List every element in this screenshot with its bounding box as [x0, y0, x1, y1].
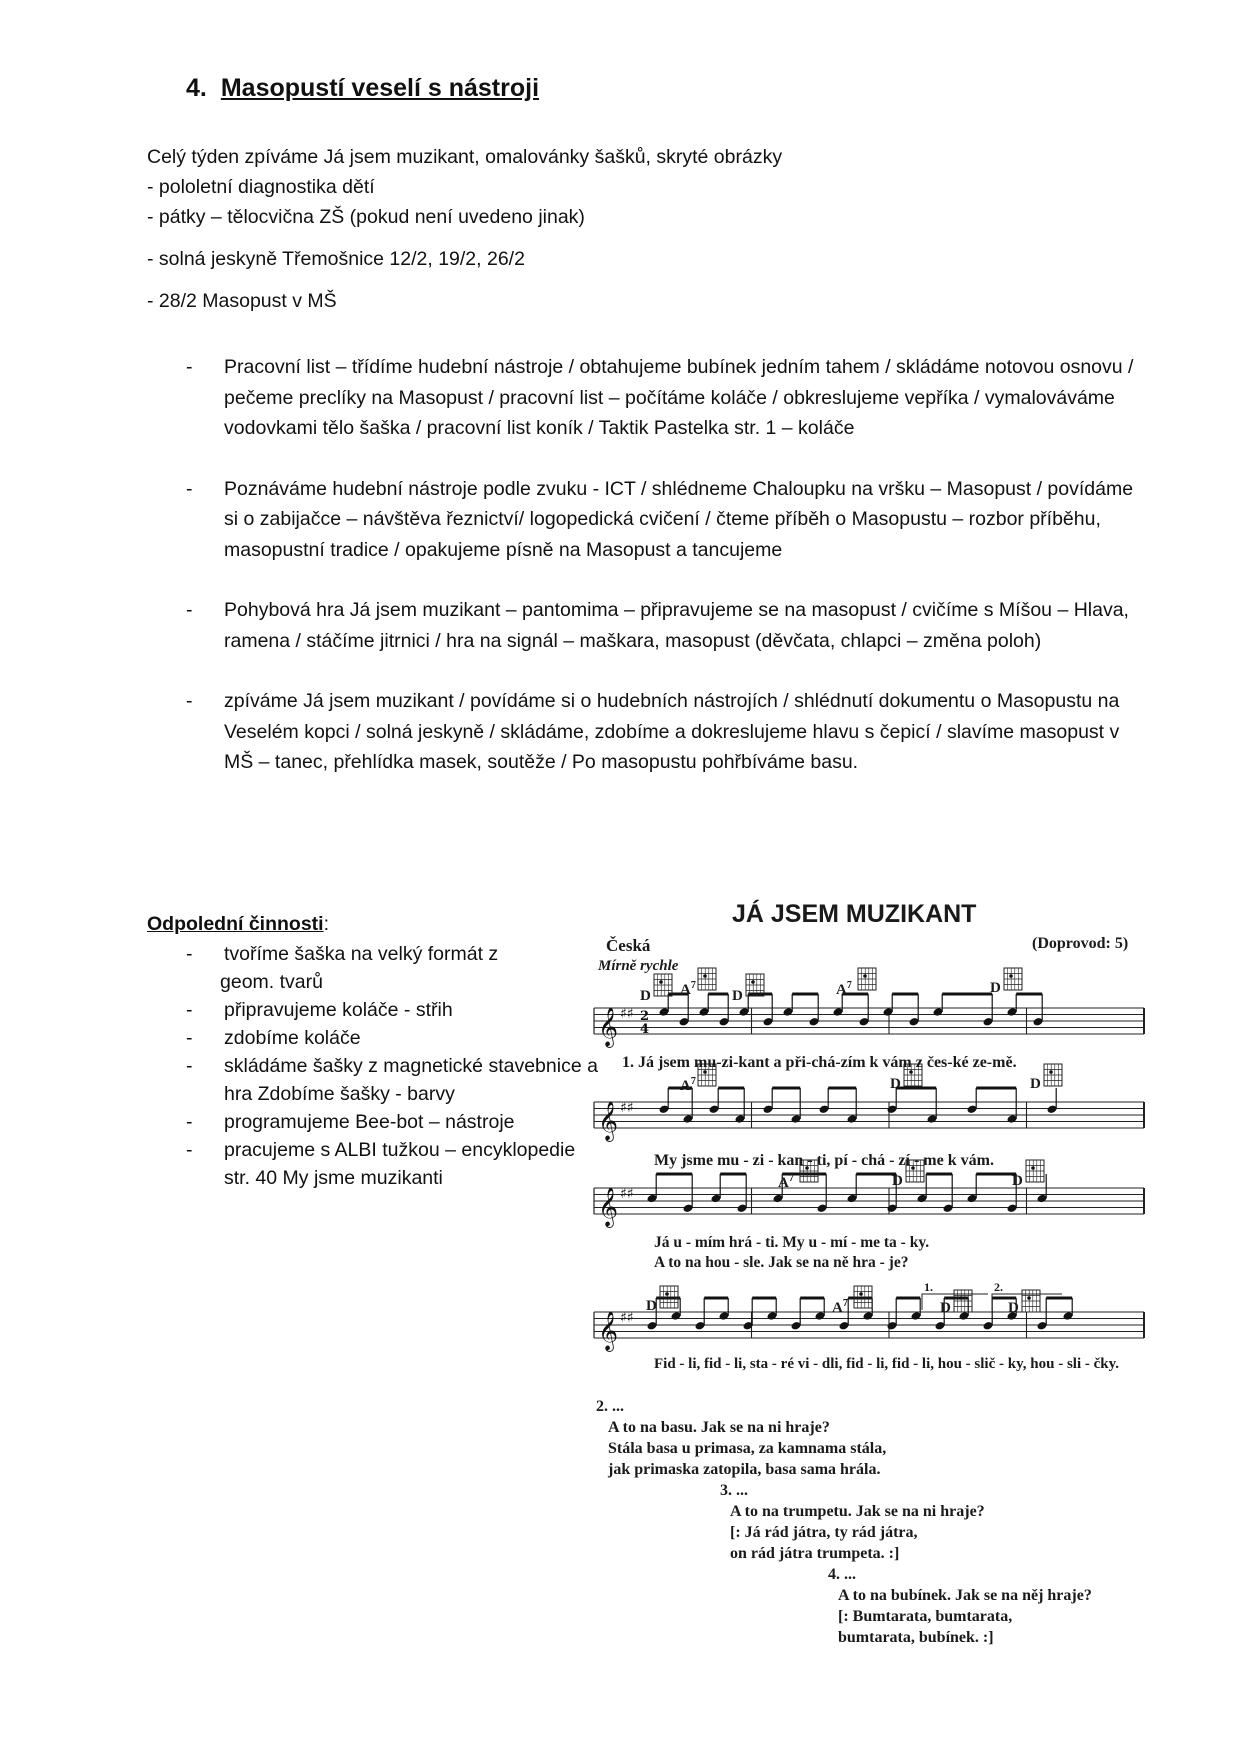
bullet-dash: - — [186, 599, 193, 621]
item-text: zdobíme koláče — [224, 1027, 361, 1049]
chord-diagram-dot — [659, 980, 663, 984]
chord-diagram-dot — [1027, 1296, 1031, 1300]
item-text: hra Zdobíme šašky - barvy — [224, 1083, 455, 1105]
item-text: programujeme Bee-bot – nástroje — [224, 1111, 515, 1133]
item-continuation — [186, 968, 616, 996]
chord-label: D — [640, 988, 651, 1004]
lyrics-line: Fid - li, fid - li, sta - ré vi - dli, fid - li, fid - li, hou - slič - ky, hou - sli - čky. — [654, 1356, 1120, 1372]
verse-line: jak primaska zatopila, basa sama hrála. — [608, 1461, 881, 1478]
treble-clef-icon: 𝄞 — [598, 1187, 619, 1227]
list-item — [186, 1052, 616, 1080]
chord-diagram-dot — [1031, 1166, 1035, 1170]
sharp-icon: ♯♯ — [620, 1186, 634, 1202]
volta-bracket — [922, 1294, 988, 1310]
accompaniment-note: (Doprovod: 5) — [1032, 935, 1129, 952]
chord-label: $A^7$ — [680, 1076, 696, 1094]
lyrics-line: 1. Já jsem mu-zi-kant a při-chá-zím k vám z čes-ké ze-mě. — [622, 1054, 1017, 1071]
song-origin: Česká — [606, 936, 651, 955]
verse-number: 2. ... — [596, 1398, 624, 1415]
sharp-icon: ♯♯ — [620, 1310, 634, 1326]
chord-label: $A^7$ — [832, 1298, 848, 1316]
verse-number: 3. ... — [720, 1482, 748, 1499]
bullet-text: zpíváme Já jsem muzikant / povídáme si o hudebních nástrojích / shlédnutí dokumentu o Masopustu na Veselém kopci / solná jeskyně / skládáme, zdobíme a dokreslujeme hlavu s čepicí / slavíme masopust v MŠ – tanec, přehlídka masek, soutěže / Po masopustu pohřbíváme basu. — [224, 690, 1120, 773]
chord-diagram-dot — [703, 974, 707, 978]
volta-bracket — [992, 1294, 1062, 1310]
chord-label: D — [732, 988, 743, 1004]
song-title: JÁ JSEM MUZIKANT — [732, 900, 977, 928]
sheet-music — [592, 880, 1152, 1730]
verse-line: A to na trumpetu. Jak se na ni hraje? — [730, 1503, 985, 1520]
intro-line: - pololetní diagnostika dětí — [147, 176, 375, 198]
verse-3 — [720, 1480, 985, 1564]
time-signature: 4 — [640, 1022, 650, 1037]
list-item — [186, 1108, 616, 1136]
chord-label: D — [892, 1173, 903, 1189]
lyrics-line: A to na hou - sle. Jak se na ně hra - je? — [654, 1254, 909, 1271]
intro-line: - solná jeskyně Třemošnice 12/2, 19/2, 26/2 — [147, 248, 525, 270]
list-item — [186, 352, 1146, 444]
item-continuation — [186, 1080, 616, 1108]
item-continuation — [186, 1164, 616, 1192]
chord-label: $A^7$ — [836, 980, 852, 998]
chord-label: $A^7$ — [680, 980, 696, 998]
tempo-marking: Mírně rychle — [598, 958, 679, 974]
chord-label: D — [940, 1300, 951, 1316]
chord-label: D — [1008, 1300, 1019, 1316]
chord-diagram-dot — [1049, 1070, 1053, 1074]
list-item — [186, 595, 1146, 656]
lyrics-line: Já u - mím hrá - ti. My u - mí - me ta - ky. — [654, 1234, 930, 1251]
section-heading — [186, 74, 539, 103]
sharp-icon: ♯♯ — [620, 1100, 634, 1116]
time-signature: 2 — [640, 1009, 650, 1024]
chord-label: D — [890, 1076, 901, 1092]
bullet-dash: - — [186, 356, 193, 378]
chord-label: D — [1012, 1173, 1023, 1189]
item-text: tvoříme šaška na velký formát z — [224, 943, 499, 965]
bullet-dash: - — [186, 1055, 193, 1077]
item-text: pracujeme s ALBI tužkou – encyklopedie — [224, 1139, 576, 1161]
verse-4 — [828, 1564, 1092, 1648]
intro-block — [147, 142, 782, 316]
bullet-text: Pracovní list – třídíme hudební nástroje / obtahujeme bubínek jedním tahem / skládáme notovou osnovu / pečeme preclíky na Masopust / pracovní list – počítáme koláče / obkreslujeme vepříka / vymalováváme vodovkami tělo šaška / pracovní list koník / Taktik Pastelka str. 1 – koláče — [224, 356, 1134, 439]
item-text: připravujeme koláče - střih — [224, 999, 453, 1021]
bullet-text: Pohybová hra Já jsem muzikant – pantomima – připravujeme se na masopust / cvičíme s Míšou – Hlava, ramena / stáčíme jitrnici / hra na signál – maškara, masopust (děvčata, chlapci – změna poloh) — [224, 599, 1129, 652]
list-item — [186, 1136, 616, 1164]
chord-diagram-dot — [859, 1292, 863, 1296]
afternoon-label-colon: : — [323, 913, 329, 935]
bullet-dash: - — [186, 1027, 193, 1049]
chord-label: D — [990, 980, 1001, 996]
bullet-text: Poznáváme hudební nástroje podle zvuku - ICT / shlédneme Chaloupku na vršku – Masopust / povídáme si o zabijačce – návštěva řeznictví/ logopedická cvičení / čteme příběh o Masopustu – rozbor příběhu, masopustní tradice / opakujeme písně na Masopust a tancujeme — [224, 477, 1134, 561]
list-item — [186, 474, 1146, 566]
intro-line: Celý týden zpíváme Já jsem muzikant, omalovánky šašků, skryté obrázky — [147, 146, 783, 168]
activity-list — [186, 352, 1146, 808]
volta-2: 2. — [994, 1280, 1003, 1294]
treble-clef-icon: 𝄞 — [598, 1007, 619, 1047]
item-text: geom. tvarů — [220, 971, 323, 993]
verse-line: Stála basa u primasa, za kamnama stála, — [608, 1440, 887, 1457]
treble-clef-icon: 𝄞 — [598, 1311, 619, 1351]
verse-number: 4. ... — [828, 1566, 856, 1583]
chord-label: $A^7$ — [778, 1173, 794, 1191]
item-text: skládáme šašky z magnetické stavebnice a — [224, 1055, 598, 1077]
chord-diagram-dot — [665, 1292, 669, 1296]
afternoon-list — [186, 940, 619, 1192]
verse-line: A to na bubínek. Jak se na něj hraje? — [838, 1587, 1092, 1604]
bullet-dash: - — [186, 1139, 193, 1161]
bullet-dash: - — [186, 999, 193, 1021]
verse-line: on rád játra trumpeta. :] — [730, 1545, 900, 1562]
list-item — [186, 686, 1146, 778]
item-text: str. 40 My jsme muzikanti — [224, 1167, 443, 1189]
lyrics-line: My jsme mu - zi - kan - ti, pí - chá - zí - me k vám. — [654, 1152, 994, 1169]
treble-clef-icon: 𝄞 — [598, 1101, 619, 1141]
chord-label: D — [646, 1298, 657, 1314]
intro-line: - 28/2 Masopust v MŠ — [147, 290, 337, 312]
list-item — [186, 996, 616, 1024]
heading-title: Masopustí veselí s nástroji — [220, 74, 540, 102]
chord-diagram-dot — [1009, 974, 1013, 978]
intro-line: - pátky – tělocvična ZŠ (pokud není uvedeno jinak) — [147, 206, 585, 228]
volta-1: 1. — [924, 1280, 933, 1294]
chord-label: D — [1030, 1076, 1041, 1092]
bullet-dash: - — [186, 943, 193, 965]
bullet-dash: - — [186, 1111, 193, 1133]
chord-diagram-dot — [751, 980, 755, 984]
list-item — [186, 1024, 616, 1052]
sharp-icon: ♯♯ — [620, 1006, 634, 1022]
verse-line: [: Já rád játra, ty rád játra, — [730, 1524, 918, 1541]
heading-number: 4. — [186, 74, 207, 102]
chord-diagram-dot — [959, 1296, 963, 1300]
bullet-dash: - — [186, 477, 193, 500]
verse-line: bumtarata, bubínek. :] — [838, 1629, 994, 1646]
verse-line: A to na basu. Jak se na ni hraje? — [608, 1419, 830, 1436]
chord-diagram-dot — [863, 974, 867, 978]
list-item — [186, 940, 616, 968]
afternoon-label-text: Odpolední činnosti — [147, 913, 324, 935]
verse-2 — [596, 1396, 886, 1480]
bullet-dash: - — [186, 690, 193, 712]
afternoon-label — [147, 913, 329, 936]
verse-line: [: Bumtarata, bumtarata, — [838, 1608, 1013, 1625]
